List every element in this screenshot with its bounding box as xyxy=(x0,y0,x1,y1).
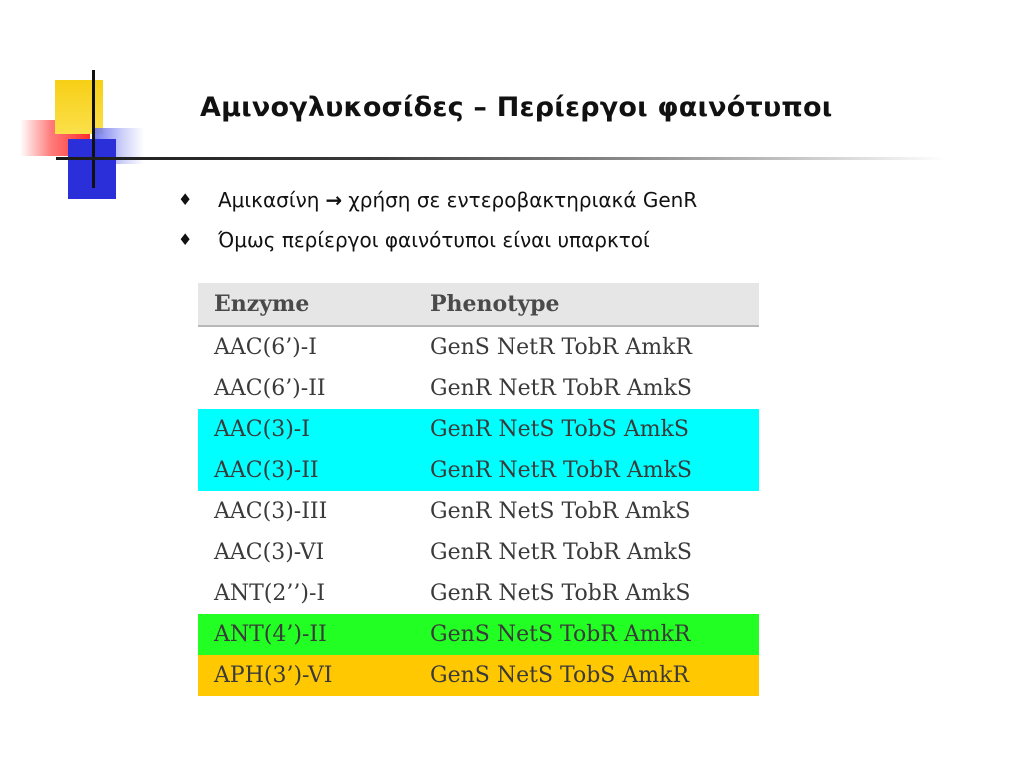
cell-enzyme: AAC(3)-II xyxy=(198,450,414,491)
cell-enzyme: ANT(4’)-II xyxy=(198,614,414,655)
slide-title: Αμινογλυκοσίδες – Περίεργοι φαινότυποι xyxy=(200,92,833,123)
table-body xyxy=(198,326,759,696)
decorative-yellow-square xyxy=(55,80,103,134)
bullet-item-phenotypes xyxy=(178,224,697,255)
diamond-bullet-icon: ♦ xyxy=(178,190,193,209)
table-header-row xyxy=(198,283,759,326)
cell-enzyme: AAC(6’)-I xyxy=(198,326,414,368)
cell-enzyme: APH(3’)-VI xyxy=(198,655,414,696)
cell-phenotype: GenR NetS TobS AmkS xyxy=(414,409,759,450)
table-row xyxy=(198,450,759,491)
enzyme-table-container xyxy=(198,283,759,696)
right-arrow-icon: → xyxy=(325,187,343,212)
cell-phenotype: GenS NetS TobR AmkR xyxy=(414,614,759,655)
cell-phenotype: GenR NetS TobR AmkS xyxy=(414,573,759,614)
cell-phenotype: GenR NetS TobR AmkS xyxy=(414,491,759,532)
bullet-text-end: χρήση σε εντεροβακτηριακά GenR xyxy=(348,187,698,212)
table-row xyxy=(198,532,759,573)
table-row xyxy=(198,368,759,409)
title-underline xyxy=(56,157,946,160)
decorative-vertical-line xyxy=(92,70,95,188)
cell-enzyme: ANT(2’’)-I xyxy=(198,573,414,614)
cell-enzyme: AAC(3)-VI xyxy=(198,532,414,573)
cell-phenotype: GenR NetR TobR AmkS xyxy=(414,368,759,409)
table-row xyxy=(198,409,759,450)
header-enzyme: Enzyme xyxy=(198,283,414,326)
table-row xyxy=(198,326,759,368)
enzyme-phenotype-table xyxy=(198,283,759,696)
bullet-item-amikacin xyxy=(178,184,697,215)
bullet-text-start: Αμικασίνη xyxy=(218,187,320,212)
cell-phenotype: GenS NetR TobR AmkR xyxy=(414,326,759,368)
header-phenotype: Phenotype xyxy=(414,283,759,326)
bullet-text: Όμως περίεργοι φαινότυποι είναι υπαρκτοί xyxy=(218,227,650,252)
table-row xyxy=(198,573,759,614)
cell-enzyme: AAC(6’)-II xyxy=(198,368,414,409)
table-row xyxy=(198,655,759,696)
cell-enzyme: AAC(3)-I xyxy=(198,409,414,450)
cell-phenotype: GenR NetR TobR AmkS xyxy=(414,450,759,491)
cell-phenotype: GenS NetS TobS AmkR xyxy=(414,655,759,696)
table-row xyxy=(198,491,759,532)
diamond-bullet-icon: ♦ xyxy=(178,230,193,249)
cell-enzyme: AAC(3)-III xyxy=(198,491,414,532)
bullet-list xyxy=(178,184,697,264)
table-row xyxy=(198,614,759,655)
cell-phenotype: GenR NetR TobR AmkS xyxy=(414,532,759,573)
